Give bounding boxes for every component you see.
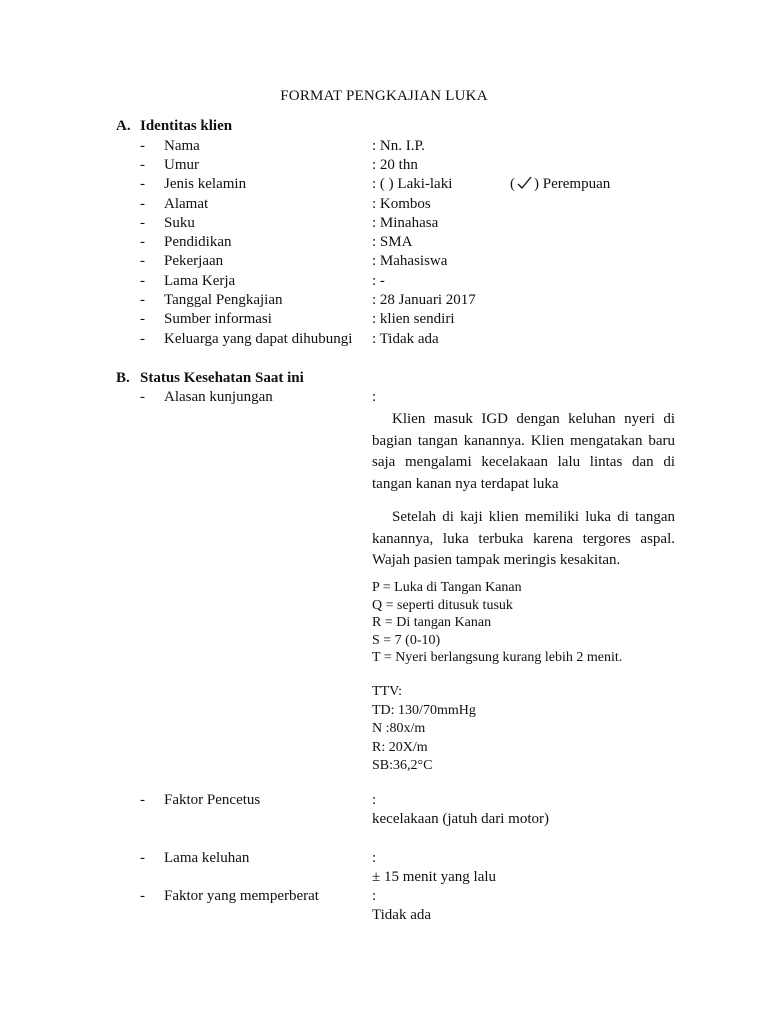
section-b-title: Status Kesehatan Saat ini (140, 370, 304, 386)
paragraph-text: Setelah di kaji klien memiliki luka di tangan kanannya, luka terbuka karena tergores aspal. Wajah pasien tampak meringis kesakitan. (372, 509, 675, 568)
section-a-title: Identitas klien (140, 118, 233, 134)
field-value: : ( ) Laki-laki (372, 176, 453, 192)
vital-sign-line: R: 20X/m (372, 739, 428, 755)
pqrst-line: T = Nyeri berlangsung kurang lebih 2 menit. (372, 650, 623, 665)
check-icon (516, 176, 533, 196)
vital-sign-line: TTV: (372, 684, 403, 699)
list-dash: - (140, 176, 145, 192)
field-label: Nama (164, 138, 200, 154)
field-value: : Minahasa (372, 215, 439, 231)
field-label: Faktor Pencetus (164, 792, 261, 808)
faktor-pencetus-value: kecelakaan (jatuh dari motor) (372, 811, 549, 827)
list-dash: - (140, 253, 145, 269)
section-b-letter: B. (116, 370, 130, 386)
field-value: : Nn. I.P. (372, 138, 425, 154)
section-b-heading (116, 370, 304, 387)
pqrst-line: P = Luka di Tangan Kanan (372, 580, 522, 595)
field-label: Jenis kelamin (164, 176, 247, 192)
vital-sign-line: TD: 130/70mmHg (372, 702, 476, 718)
gender-option-perempuan (510, 175, 610, 196)
field-label: Alasan kunjungan (164, 389, 273, 405)
field-colon: : (372, 850, 377, 866)
field-value: : Mahasiswa (372, 253, 448, 269)
lama-keluhan-value: ± 15 menit yang lalu (372, 869, 497, 885)
alasan-paragraph-2 (372, 507, 675, 572)
field-label: Pekerjaan (164, 253, 224, 269)
list-dash: - (140, 157, 145, 173)
pqrst-line: R = Di tangan Kanan (372, 615, 492, 630)
field-value: : Tidak ada (372, 331, 439, 347)
field-colon: : (372, 792, 377, 808)
field-label: Umur (164, 157, 199, 173)
field-value: : 20 thn (372, 157, 418, 173)
list-dash: - (140, 196, 145, 212)
alasan-paragraph-1 (372, 409, 675, 495)
list-dash: - (140, 234, 145, 250)
vital-signs-list (372, 683, 476, 776)
field-label: Tanggal Pengkajian (164, 292, 283, 308)
field-value: : SMA (372, 234, 413, 250)
field-label: Alamat (164, 196, 209, 212)
list-dash: - (140, 292, 145, 308)
list-dash: - (140, 888, 145, 904)
field-value: : Kombos (372, 196, 431, 212)
pqrst-list (372, 579, 622, 667)
field-colon: : (372, 888, 377, 904)
list-dash: - (140, 331, 145, 347)
option-label: ) Perempuan (534, 176, 611, 192)
list-dash: - (140, 792, 145, 808)
field-label: Lama keluhan (164, 850, 250, 866)
vital-sign-line: SB:36,2°C (372, 758, 433, 773)
list-dash: - (140, 850, 145, 866)
field-label: Pendidikan (164, 234, 232, 250)
field-value: : 28 Januari 2017 (372, 292, 476, 308)
field-value: : - (372, 273, 385, 289)
list-dash: - (140, 215, 145, 231)
field-value: : klien sendiri (372, 311, 455, 327)
pqrst-line: S = 7 (0-10) (372, 632, 441, 648)
field-colon: : (372, 389, 377, 405)
list-dash: - (140, 389, 145, 405)
list-dash: - (140, 311, 145, 327)
section-a-heading (116, 118, 232, 135)
list-dash: - (140, 138, 145, 154)
field-label: Sumber informasi (164, 311, 272, 327)
faktor-memperberat-value: Tidak ada (372, 907, 432, 923)
field-label: Faktor yang memperberat (164, 888, 319, 904)
paragraph-text: Klien masuk IGD dengan keluhan nyeri di bagian tangan kanannya. Klien mengatakan baru saja mengalami kecelakaan lalu lintas dan di tangan kanan nya terdapat luka (372, 411, 675, 492)
pqrst-line: Q = seperti ditusuk tusuk (372, 597, 513, 613)
vital-sign-line: N :80x/m (372, 721, 426, 736)
paren-open: ( (510, 176, 515, 192)
list-dash: - (140, 273, 145, 289)
field-label: Suku (164, 215, 195, 231)
section-a-letter: A. (116, 118, 131, 134)
field-label: Lama Kerja (164, 273, 236, 289)
document-title: FORMAT PENGKAJIAN LUKA (280, 88, 488, 104)
field-label: Keluarga yang dapat dihubungi (164, 331, 353, 347)
